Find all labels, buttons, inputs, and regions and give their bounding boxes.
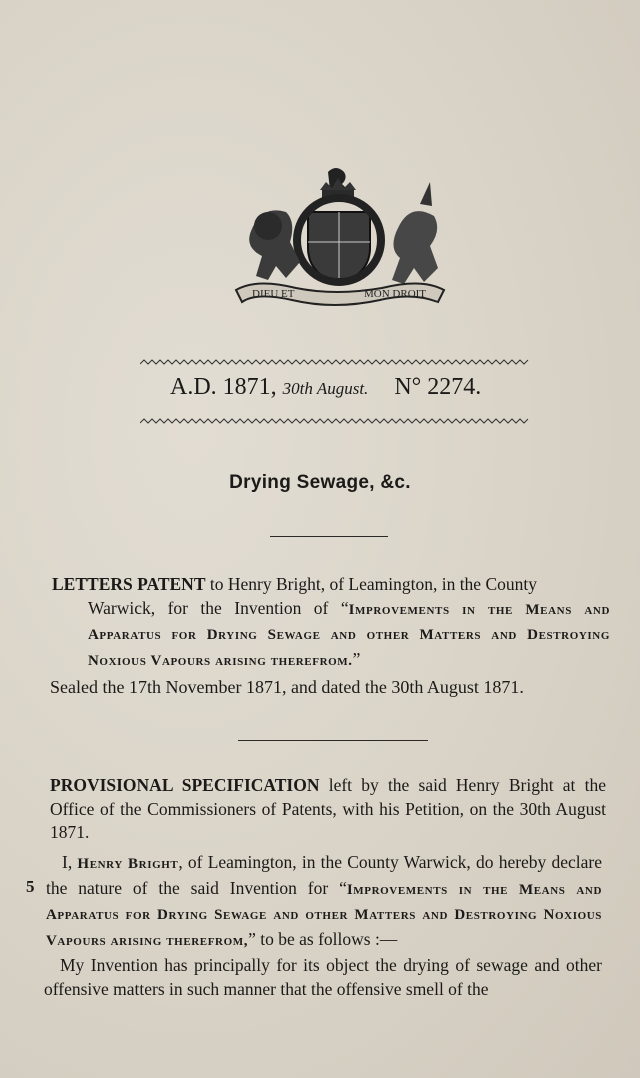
- declaration-end: ” to be as follows :—: [248, 928, 398, 949]
- declaration-start: I,: [62, 852, 78, 872]
- divider-1: [270, 536, 388, 537]
- sealed-line: Sealed the 17th November 1871, and dated the 30th August 1871.: [50, 677, 524, 697]
- letters-patent-invention: Improvements in the Means and Apparatus for Drying Sewage and other Matters and Destroying Noxious Vapours arising therefrom.: [88, 601, 610, 669]
- declaration-paragraph: [46, 851, 602, 953]
- patent-number: N° 2274.: [394, 374, 482, 400]
- letters-patent-text-b: Warwick, for the Invention of “: [88, 597, 349, 618]
- wavy-rule-top: [140, 358, 530, 366]
- letters-patent-close: ”: [352, 648, 361, 669]
- declaration-invention: Improvements in the Means and Apparatus for Drying Sewage and other Matters and Destroying Noxious Vapours arising therefrom,: [46, 881, 602, 949]
- motto-left: DIEU ET: [252, 288, 295, 300]
- provisional-label: PROVISIONAL SPECIFICATION: [50, 775, 320, 795]
- declaration-name: Henry Bright: [77, 856, 179, 872]
- patent-year: A.D. 1871,: [170, 374, 277, 400]
- line-number: 5: [26, 877, 35, 896]
- letters-patent-label: LETTERS PATENT: [52, 574, 206, 594]
- patent-heading: [170, 374, 510, 401]
- body-paragraph: My Invention has principally for its object the drying of sewage and other offensive matters in such manner that the offensive smell of the: [44, 955, 602, 999]
- letters-patent-paragraph: [52, 573, 610, 673]
- motto-right: MON DROIT: [364, 288, 427, 300]
- provisional-paragraph: [50, 774, 606, 845]
- divider-2: [238, 740, 428, 741]
- document-title: Drying Sewage, &c.: [229, 472, 411, 493]
- patent-date: 30th August.: [282, 379, 369, 398]
- provisional-text: left by the said Henry Bright at the Office of the Commissioners of Patents, with his Petition, on the 30th August 1871.: [50, 775, 607, 842]
- declaration-text: , of Leamington, in the County Warwick, do hereby declare the nature of the said Invention for “: [46, 852, 603, 898]
- wavy-rule-bottom: [140, 417, 530, 425]
- letters-patent-text-a: to Henry Bright, of Leamington, in the County: [205, 574, 537, 594]
- royal-coat-of-arms: [228, 164, 450, 312]
